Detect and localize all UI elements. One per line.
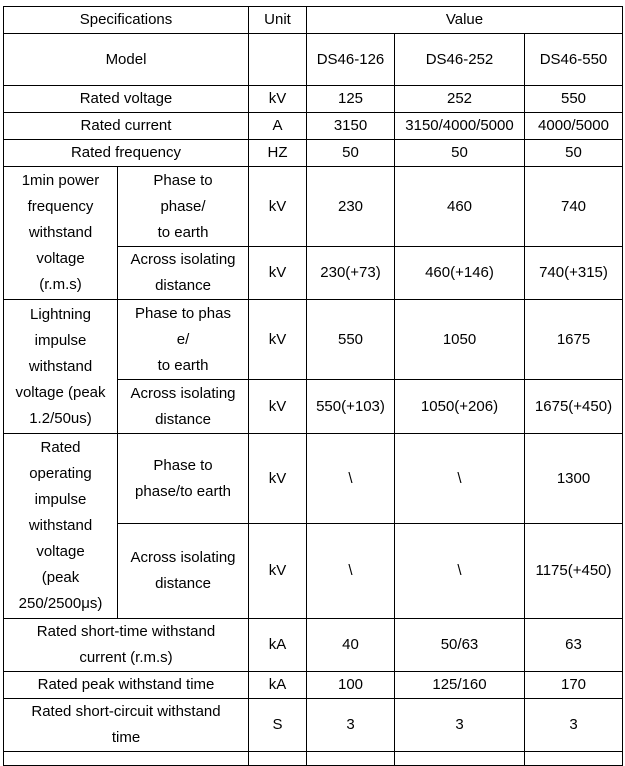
empty-cell	[249, 752, 307, 766]
value-cell: 550	[307, 300, 395, 380]
value-cell: 230	[307, 167, 395, 247]
empty-cell	[395, 752, 525, 766]
value-cell: 3	[307, 699, 395, 752]
empty-cell	[525, 752, 623, 766]
row-label: Rated peak withstand time	[4, 672, 249, 699]
group-label: Lightning impulse withstand voltage (peak 1.2/50us)	[4, 300, 118, 434]
header-unit: Unit	[249, 7, 307, 34]
sub-label: Across isolating distance	[118, 524, 249, 619]
unit-cell: kV	[249, 434, 307, 524]
unit-cell: kV	[249, 380, 307, 434]
value-cell: 50	[525, 140, 623, 167]
value-cell: 460	[395, 167, 525, 247]
unit-cell: kV	[249, 86, 307, 113]
table-row	[4, 300, 623, 380]
value-cell: 3150	[307, 113, 395, 140]
value-cell: 1050(+206)	[395, 380, 525, 434]
empty-cell	[307, 752, 395, 766]
sub-label: Across isolating distance	[118, 380, 249, 434]
value-cell: \	[307, 524, 395, 619]
row-label: Rated short-circuit withstand time	[4, 699, 249, 752]
value-cell: 125/160	[395, 672, 525, 699]
sub-label: Phase to phas e/ to earth	[118, 300, 249, 380]
value-cell: 740	[525, 167, 623, 247]
value-cell: 63	[525, 619, 623, 672]
sub-label: Phase to phase/to earth	[118, 434, 249, 524]
unit-cell: kV	[249, 247, 307, 300]
specifications-table	[3, 6, 623, 766]
unit-cell: A	[249, 113, 307, 140]
empty-cell	[4, 752, 249, 766]
row-label: Rated frequency	[4, 140, 249, 167]
unit-cell: kV	[249, 300, 307, 380]
table-row	[4, 113, 623, 140]
model-row	[4, 34, 623, 86]
sub-label: Phase to phase/ to earth	[118, 167, 249, 247]
table-row	[4, 140, 623, 167]
unit-cell: kV	[249, 167, 307, 247]
sub-label: Across isolating distance	[118, 247, 249, 300]
value-cell: 230(+73)	[307, 247, 395, 300]
unit-cell: kV	[249, 524, 307, 619]
value-cell: 1675	[525, 300, 623, 380]
table-row	[4, 167, 623, 247]
value-cell: \	[395, 524, 525, 619]
header-value: Value	[307, 7, 623, 34]
table-row	[4, 699, 623, 752]
model-cell: DS46-252	[395, 34, 525, 86]
value-cell: 4000/5000	[525, 113, 623, 140]
unit-cell: S	[249, 699, 307, 752]
value-cell: 550	[525, 86, 623, 113]
value-cell: 1300	[525, 434, 623, 524]
table-row	[4, 619, 623, 672]
value-cell: 3	[525, 699, 623, 752]
row-label: Rated voltage	[4, 86, 249, 113]
unit-cell: HZ	[249, 140, 307, 167]
value-cell: \	[307, 434, 395, 524]
value-cell: 50/63	[395, 619, 525, 672]
value-cell: 100	[307, 672, 395, 699]
value-cell: 740(+315)	[525, 247, 623, 300]
group-label: Rated operating impulse withstand voltage (peak 250/2500μs)	[4, 434, 118, 619]
table-row	[4, 434, 623, 524]
model-cell: DS46-550	[525, 34, 623, 86]
value-cell: 1675(+450)	[525, 380, 623, 434]
value-cell: 460(+146)	[395, 247, 525, 300]
unit-cell: kA	[249, 619, 307, 672]
row-label: Rated short-time withstand current (r.m.s)	[4, 619, 249, 672]
model-cell: DS46-126	[307, 34, 395, 86]
row-label: Model	[4, 34, 249, 86]
value-cell: 50	[395, 140, 525, 167]
value-cell: 3	[395, 699, 525, 752]
header-row	[4, 7, 623, 34]
unit-cell	[249, 34, 307, 86]
value-cell: 252	[395, 86, 525, 113]
header-specifications: Specifications	[4, 7, 249, 34]
row-label: Rated current	[4, 113, 249, 140]
table-row	[4, 672, 623, 699]
value-cell: 1050	[395, 300, 525, 380]
table-row	[4, 752, 623, 766]
value-cell: \	[395, 434, 525, 524]
value-cell: 40	[307, 619, 395, 672]
value-cell: 125	[307, 86, 395, 113]
unit-cell: kA	[249, 672, 307, 699]
value-cell: 550(+103)	[307, 380, 395, 434]
group-label: 1min power frequency withstand voltage (r.m.s)	[4, 167, 118, 300]
table-row	[4, 86, 623, 113]
value-cell: 50	[307, 140, 395, 167]
value-cell: 3150/4000/5000	[395, 113, 525, 140]
value-cell: 170	[525, 672, 623, 699]
value-cell: 1175(+450)	[525, 524, 623, 619]
